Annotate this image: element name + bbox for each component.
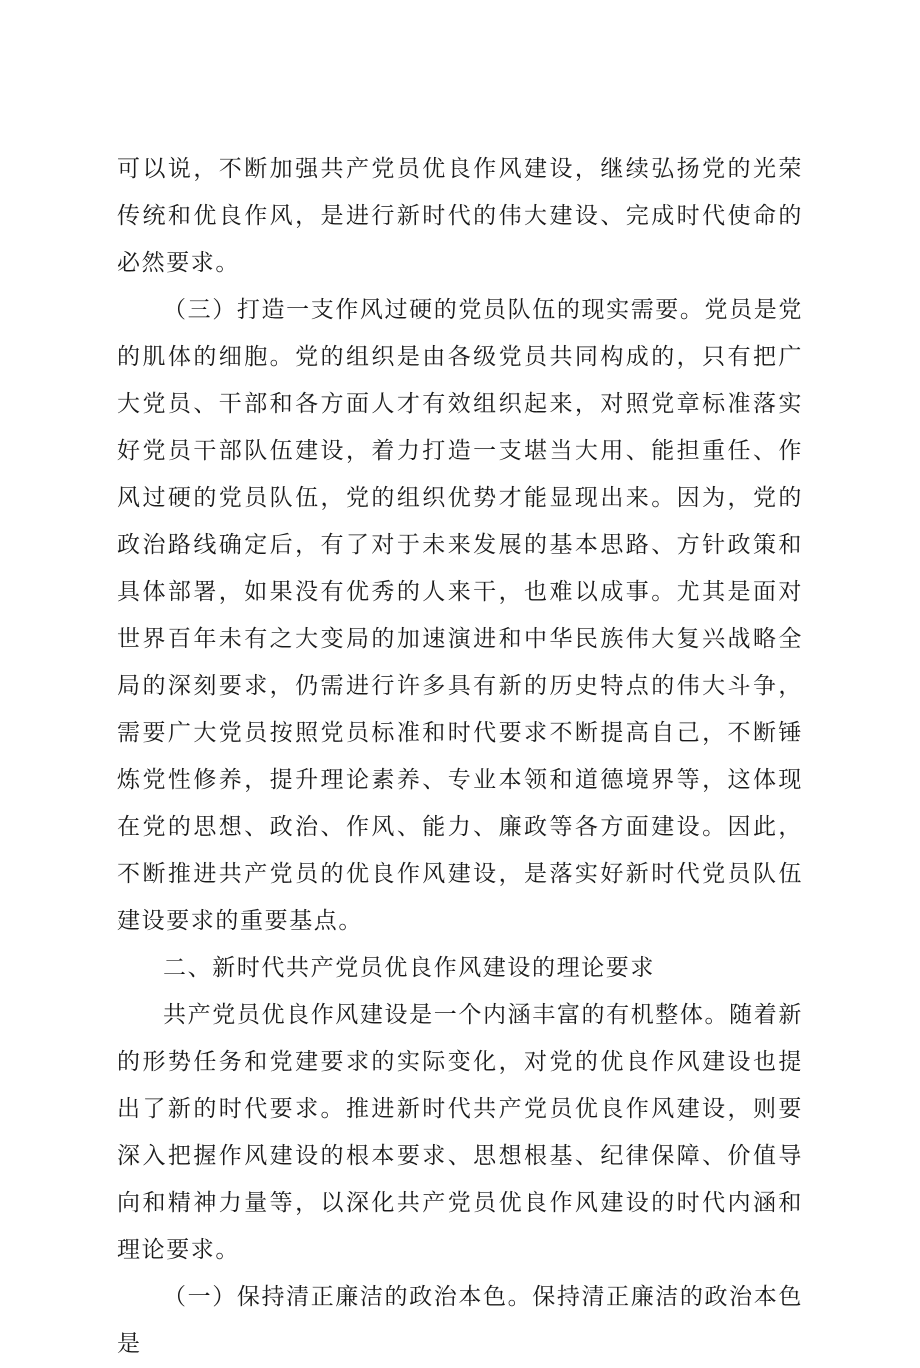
paragraph-continuation: 可以说，不断加强共产党员优良作风建设，继续弘扬党的光荣传统和优良作风，是进行新时代的伟大建设、完成时代使命的必然要求。 xyxy=(117,156,803,276)
paragraph-section-three: （三）打造一支作风过硬的党员队伍的现实需要。党员是党的肌体的细胞。党的组织是由各级党员共同构成的，只有把广大党员、干部和各方面人才有效组织起来，对照党章标准落实好党员干部队伍建设，着力打造一支堪当大用、能担重任、作风过硬的党员队伍，党的组织优势才能显现出来。因为，党的政治路线确定后，有了对于未来发展的基本思路、方针政策和具体部署，如果没有优秀的人来干，也难以成事。尤其是面对世界百年未有之大变局的加速演进和中华民族伟大复兴战略全局的深刻要求，仍需进行许多具有新的历史特点的伟大斗争，需要广大党员按照党员标准和时代要求不断提高自己，不断锤炼党性修养，提升理论素养、专业本领和道德境界等，这体现在党的思想、政治、作风、能力、廉政等各方面建设。因此，不断推进共产党员的优良作风建设，是落实好新时代党员队伍建设要求的重要基点。 xyxy=(117,297,803,934)
paragraph-subsection-one: （一）保持清正廉洁的政治本色。保持清正廉洁的政治本色是 xyxy=(117,1284,803,1357)
paragraph-section-two-intro: 共产党员优良作风建设是一个内涵丰富的有机整体。随着新的形势任务和党建要求的实际变化，对党的优良作风建设也提出了新的时代要求。推进新时代共产党员优良作风建设，则要深入把握作风建设的根本要求、思想根基、纪律保障、价值导向和精神力量等，以深化共产党员优良作风建设的时代内涵和理论要求。 xyxy=(117,1002,803,1263)
section-heading-two: 二、新时代共产党员优良作风建设的理论要求 xyxy=(163,955,655,981)
document-body xyxy=(117,146,803,1368)
